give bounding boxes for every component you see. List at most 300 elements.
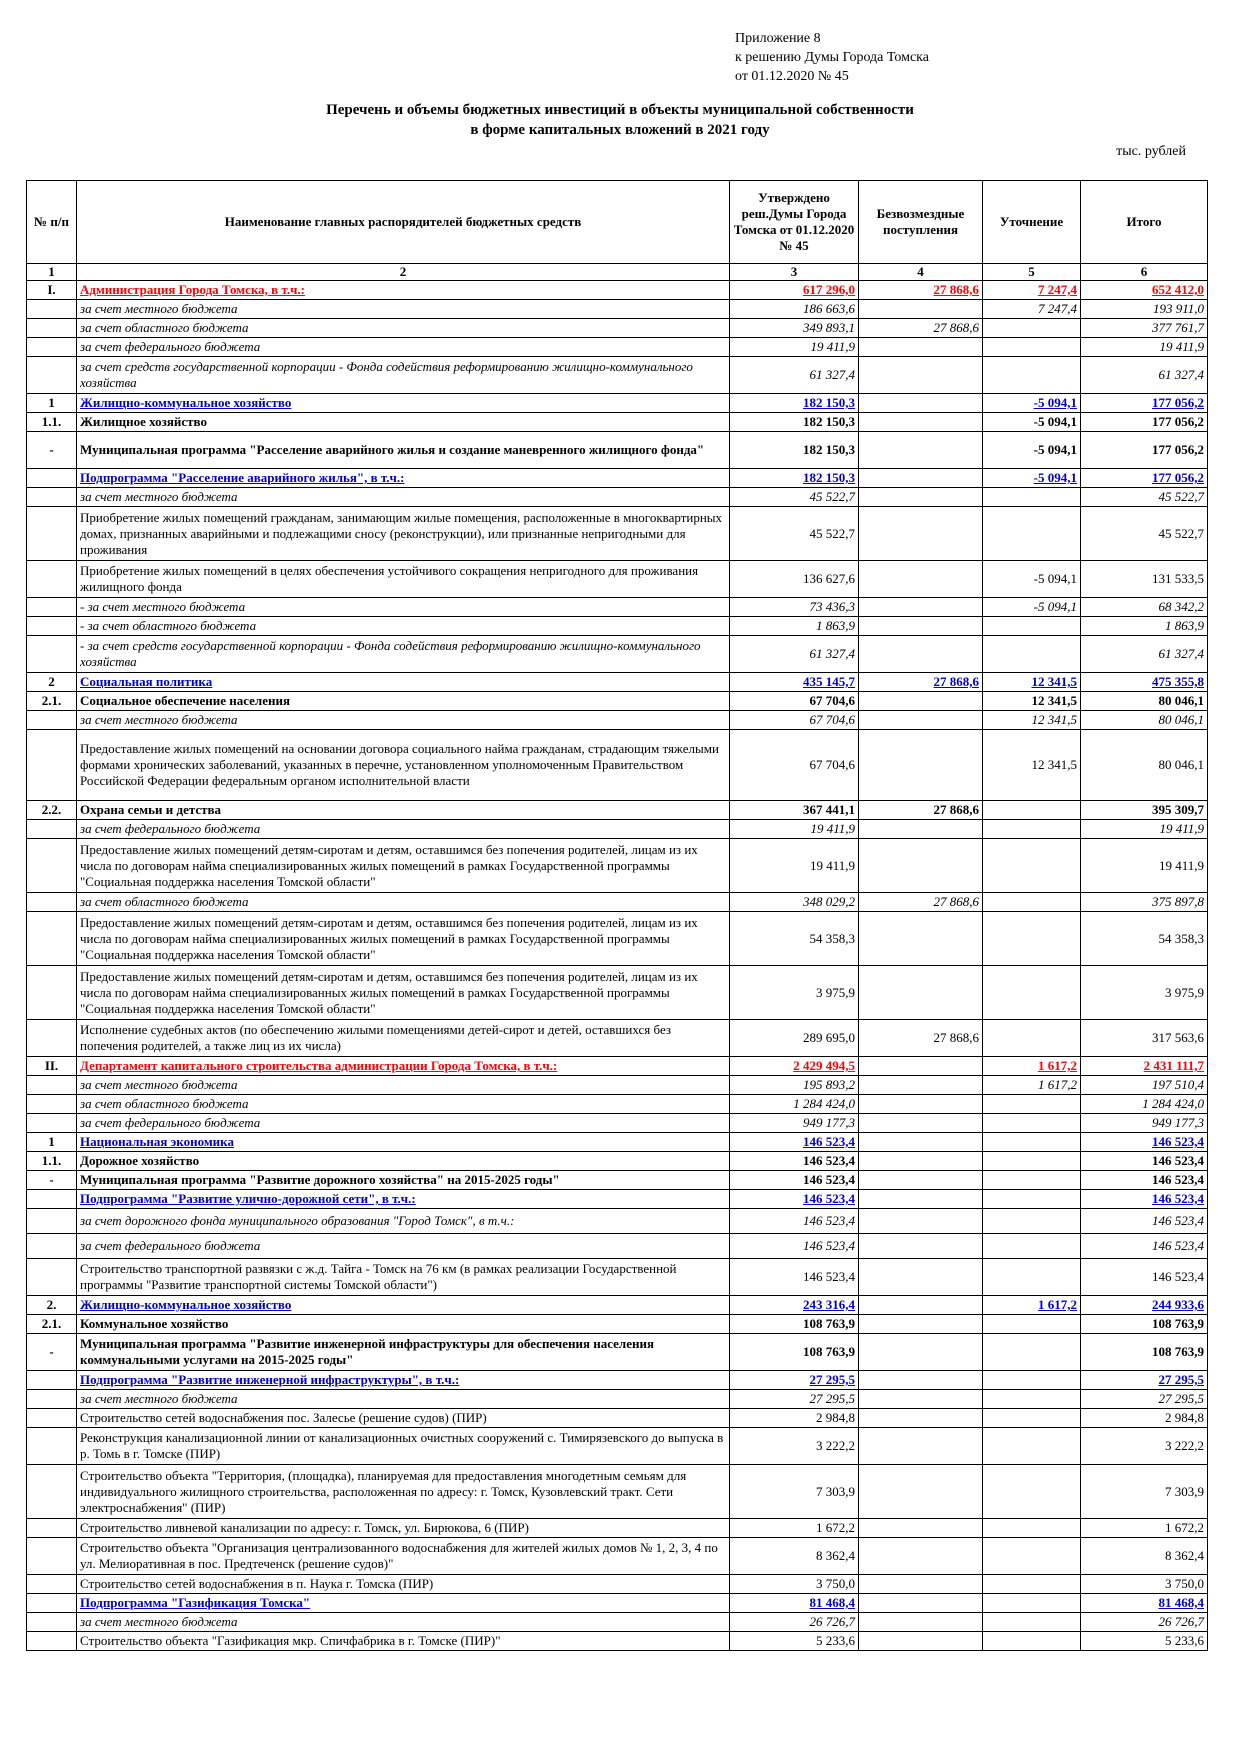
appendix-reference xyxy=(735,29,929,86)
adjustment-value-cell: 12 341,5 xyxy=(983,711,1081,730)
grants-value-cell xyxy=(859,1133,983,1152)
approved-value-cell: 67 704,6 xyxy=(730,730,859,801)
grants-value-cell xyxy=(859,394,983,413)
adjustment-value-cell xyxy=(983,1152,1081,1171)
grants-value-cell xyxy=(859,1409,983,1428)
total-value-cell: 2 431 111,7 xyxy=(1081,1057,1208,1076)
grants-value-cell xyxy=(859,1296,983,1315)
table-row xyxy=(27,469,1208,488)
row-name-cell: Жилищное хозяйство xyxy=(77,413,730,432)
approved-value-cell: 243 316,4 xyxy=(730,1296,859,1315)
row-number-cell: - xyxy=(27,1334,77,1371)
table-row xyxy=(27,1095,1208,1114)
table-row xyxy=(27,1209,1208,1234)
approved-value-cell: 136 627,6 xyxy=(730,561,859,598)
row-name-cell: Муниципальная программа "Расселение аварийного жилья и создание маневренного жилищного фонда" xyxy=(77,432,730,469)
approved-value-cell: 81 468,4 xyxy=(730,1594,859,1613)
row-name-cell: за счет дорожного фонда муниципального образования "Город Томск", в т.ч.: xyxy=(77,1209,730,1234)
approved-value-cell: 146 523,4 xyxy=(730,1209,859,1234)
row-number-cell xyxy=(27,730,77,801)
row-name-cell: Строительство объекта "Территория, (площадка), планируемая для предоставления многодетным семьям для индивидуального жилищного строительства, расположенная по адресу: г. Томск, Кузовлевский тракт. Сети электроснабжения" (ПИР) xyxy=(77,1465,730,1519)
units-label: тыс. рублей xyxy=(1116,144,1186,159)
grants-value-cell xyxy=(859,1334,983,1371)
grants-value-cell xyxy=(859,1190,983,1209)
adjustment-value-cell xyxy=(983,1095,1081,1114)
table-row xyxy=(27,820,1208,839)
total-value-cell: 81 468,4 xyxy=(1081,1594,1208,1613)
total-value-cell: 3 975,9 xyxy=(1081,966,1208,1020)
approved-value-cell: 27 295,5 xyxy=(730,1390,859,1409)
row-name-cell: Строительство объекта "Газификация мкр. Спичфабрика в г. Томске (ПИР)" xyxy=(77,1632,730,1651)
row-number-cell: 1.1. xyxy=(27,1152,77,1171)
total-value-cell: 45 522,7 xyxy=(1081,488,1208,507)
table-row xyxy=(27,1632,1208,1651)
grants-value-cell xyxy=(859,912,983,966)
grants-value-cell: 27 868,6 xyxy=(859,1020,983,1057)
col-header-number: № п/п xyxy=(27,181,77,264)
row-number-cell xyxy=(27,1594,77,1613)
row-name-cell: Жилищно-коммунальное хозяйство xyxy=(77,1296,730,1315)
row-number-cell xyxy=(27,839,77,893)
row-name-cell: Строительство сетей водоснабжения пос. Залесье (решение судов) (ПИР) xyxy=(77,1409,730,1428)
row-name-cell: Приобретение жилых помещений в целях обеспечения устойчивого сокращения непригодного для проживания жилищного фонда xyxy=(77,561,730,598)
grants-value-cell xyxy=(859,820,983,839)
row-name-cell: Предоставление жилых помещений детям-сиротам и детям, оставшимся без попечения родителей, лицам из их числа по договорам найма специализированных жилых помещений в рамках Государственной программы "Социальная поддержка населения Томской области" xyxy=(77,912,730,966)
row-name-cell: за счет средств государственной корпорации - Фонда содействия реформированию жилищно-коммунального хозяйства xyxy=(77,357,730,394)
adjustment-value-cell xyxy=(983,617,1081,636)
row-number-cell: - xyxy=(27,1171,77,1190)
row-name-cell: - за счет местного бюджета xyxy=(77,598,730,617)
row-number-cell xyxy=(27,561,77,598)
appendix-line-3: от 01.12.2020 № 45 xyxy=(735,69,849,84)
table-row xyxy=(27,1190,1208,1209)
grants-value-cell xyxy=(859,1259,983,1296)
row-name-cell: Администрация Города Томска, в т.ч.: xyxy=(77,281,730,300)
col-header-total: Итого xyxy=(1081,181,1208,264)
total-value-cell: 177 056,2 xyxy=(1081,469,1208,488)
table-row xyxy=(27,801,1208,820)
budget-table xyxy=(26,180,1208,1651)
table-row xyxy=(27,319,1208,338)
total-value-cell: 131 533,5 xyxy=(1081,561,1208,598)
row-number-cell xyxy=(27,1575,77,1594)
grants-value-cell xyxy=(859,1234,983,1259)
total-value-cell: 19 411,9 xyxy=(1081,820,1208,839)
row-name-cell: за счет федерального бюджета xyxy=(77,338,730,357)
total-value-cell: 80 046,1 xyxy=(1081,711,1208,730)
total-value-cell: 375 897,8 xyxy=(1081,893,1208,912)
table-row xyxy=(27,1519,1208,1538)
row-name-cell: Исполнение судебных актов (по обеспечению жилыми помещениями детей-сирот и детей, оставшихся без попечения родителей, а также лиц из их числа) xyxy=(77,1020,730,1057)
row-number-cell xyxy=(27,1390,77,1409)
grants-value-cell xyxy=(859,1519,983,1538)
grants-value-cell xyxy=(859,1095,983,1114)
row-number-cell xyxy=(27,711,77,730)
row-name-cell: Социальная политика xyxy=(77,673,730,692)
row-number-cell: - xyxy=(27,432,77,469)
adjustment-value-cell xyxy=(983,1371,1081,1390)
table-row xyxy=(27,1371,1208,1390)
approved-value-cell: 61 327,4 xyxy=(730,636,859,673)
grants-value-cell xyxy=(859,730,983,801)
approved-value-cell: 146 523,4 xyxy=(730,1171,859,1190)
approved-value-cell: 61 327,4 xyxy=(730,357,859,394)
total-value-cell: 80 046,1 xyxy=(1081,692,1208,711)
row-name-cell: Охрана семьи и детства xyxy=(77,801,730,820)
row-name-cell: Подпрограмма "Газификация Томска" xyxy=(77,1594,730,1613)
col-header-adjustment: Уточнение xyxy=(983,181,1081,264)
row-number-cell xyxy=(27,1020,77,1057)
table-row xyxy=(27,1390,1208,1409)
row-name-cell: Строительство ливневой канализации по адресу: г. Томск, ул. Бирюкова, 6 (ПИР) xyxy=(77,1519,730,1538)
grants-value-cell xyxy=(859,488,983,507)
table-row xyxy=(27,617,1208,636)
row-number-cell xyxy=(27,1076,77,1095)
row-name-cell: за счет федерального бюджета xyxy=(77,1114,730,1133)
grants-value-cell xyxy=(859,1632,983,1651)
table-row xyxy=(27,1152,1208,1171)
table-row xyxy=(27,839,1208,893)
total-value-cell: 8 362,4 xyxy=(1081,1538,1208,1575)
total-value-cell: 1 672,2 xyxy=(1081,1519,1208,1538)
row-name-cell: за счет областного бюджета xyxy=(77,319,730,338)
appendix-line-2: к решению Думы Города Томска xyxy=(735,50,929,65)
row-name-cell: за счет областного бюджета xyxy=(77,893,730,912)
row-name-cell: Национальная экономика xyxy=(77,1133,730,1152)
adjustment-value-cell xyxy=(983,1234,1081,1259)
row-number-cell xyxy=(27,1190,77,1209)
approved-value-cell: 7 303,9 xyxy=(730,1465,859,1519)
grants-value-cell xyxy=(859,469,983,488)
table-row xyxy=(27,394,1208,413)
total-value-cell: 193 911,0 xyxy=(1081,300,1208,319)
adjustment-value-cell xyxy=(983,1538,1081,1575)
title-line-2: в форме капитальных вложений в 2021 году xyxy=(470,122,770,138)
table-row xyxy=(27,300,1208,319)
adjustment-value-cell: -5 094,1 xyxy=(983,394,1081,413)
total-value-cell: 197 510,4 xyxy=(1081,1076,1208,1095)
row-name-cell: Строительство транспортной развязки с ж.д. Тайга - Томск на 76 км (в рамках реализации Государственной программы "Развитие транспортной системы Томской области") xyxy=(77,1259,730,1296)
adjustment-value-cell xyxy=(983,1409,1081,1428)
row-number-cell xyxy=(27,1114,77,1133)
total-value-cell: 177 056,2 xyxy=(1081,394,1208,413)
approved-value-cell: 146 523,4 xyxy=(730,1234,859,1259)
approved-value-cell: 195 893,2 xyxy=(730,1076,859,1095)
total-value-cell: 27 295,5 xyxy=(1081,1371,1208,1390)
row-name-cell: Жилищно-коммунальное хозяйство xyxy=(77,394,730,413)
table-row xyxy=(27,1114,1208,1133)
approved-value-cell: 3 222,2 xyxy=(730,1428,859,1465)
total-value-cell: 80 046,1 xyxy=(1081,730,1208,801)
adjustment-value-cell xyxy=(983,966,1081,1020)
approved-value-cell: 3 975,9 xyxy=(730,966,859,1020)
col-header-approved: Утверждено реш.Думы Города Томска от 01.12.2020 № 45 xyxy=(730,181,859,264)
row-name-cell: за счет местного бюджета xyxy=(77,300,730,319)
col-number-6: 6 xyxy=(1081,264,1208,281)
table-row xyxy=(27,488,1208,507)
col-number-1: 1 xyxy=(27,264,77,281)
total-value-cell: 3 750,0 xyxy=(1081,1575,1208,1594)
table-row xyxy=(27,1594,1208,1613)
row-number-cell xyxy=(27,1209,77,1234)
approved-value-cell: 348 029,2 xyxy=(730,893,859,912)
total-value-cell: 146 523,4 xyxy=(1081,1152,1208,1171)
row-number-cell xyxy=(27,617,77,636)
row-number-cell xyxy=(27,1538,77,1575)
total-value-cell: 61 327,4 xyxy=(1081,636,1208,673)
row-number-cell: II. xyxy=(27,1057,77,1076)
row-number-cell xyxy=(27,319,77,338)
approved-value-cell: 146 523,4 xyxy=(730,1133,859,1152)
grants-value-cell xyxy=(859,1613,983,1632)
total-value-cell: 1 284 424,0 xyxy=(1081,1095,1208,1114)
adjustment-value-cell xyxy=(983,1114,1081,1133)
total-value-cell: 177 056,2 xyxy=(1081,413,1208,432)
row-number-cell xyxy=(27,893,77,912)
approved-value-cell: 73 436,3 xyxy=(730,598,859,617)
row-number-cell xyxy=(27,338,77,357)
table-row xyxy=(27,893,1208,912)
approved-value-cell: 5 233,6 xyxy=(730,1632,859,1651)
total-value-cell: 68 342,2 xyxy=(1081,598,1208,617)
row-name-cell: за счет областного бюджета xyxy=(77,1095,730,1114)
table-row xyxy=(27,1234,1208,1259)
grants-value-cell xyxy=(859,1315,983,1334)
table-header-row xyxy=(27,181,1208,264)
row-name-cell: за счет местного бюджета xyxy=(77,1076,730,1095)
row-number-cell xyxy=(27,488,77,507)
row-number-cell xyxy=(27,1409,77,1428)
grants-value-cell xyxy=(859,432,983,469)
total-value-cell: 1 863,9 xyxy=(1081,617,1208,636)
grants-value-cell xyxy=(859,357,983,394)
adjustment-value-cell xyxy=(983,820,1081,839)
col-number-5: 5 xyxy=(983,264,1081,281)
adjustment-value-cell: -5 094,1 xyxy=(983,413,1081,432)
table-row xyxy=(27,1465,1208,1519)
table-row xyxy=(27,1334,1208,1371)
table-row xyxy=(27,1057,1208,1076)
col-number-4: 4 xyxy=(859,264,983,281)
adjustment-value-cell xyxy=(983,1519,1081,1538)
total-value-cell: 45 522,7 xyxy=(1081,507,1208,561)
adjustment-value-cell xyxy=(983,338,1081,357)
approved-value-cell: 182 150,3 xyxy=(730,394,859,413)
approved-value-cell: 1 284 424,0 xyxy=(730,1095,859,1114)
row-number-cell xyxy=(27,912,77,966)
row-name-cell: за счет местного бюджета xyxy=(77,1390,730,1409)
total-value-cell: 7 303,9 xyxy=(1081,1465,1208,1519)
total-value-cell: 5 233,6 xyxy=(1081,1632,1208,1651)
row-name-cell: за счет местного бюджета xyxy=(77,711,730,730)
approved-value-cell: 45 522,7 xyxy=(730,488,859,507)
approved-value-cell: 108 763,9 xyxy=(730,1334,859,1371)
adjustment-value-cell: 7 247,4 xyxy=(983,281,1081,300)
row-number-cell xyxy=(27,1095,77,1114)
table-row xyxy=(27,1076,1208,1095)
row-number-cell xyxy=(27,1632,77,1651)
table-row xyxy=(27,1575,1208,1594)
title-line-1: Перечень и объемы бюджетных инвестиций в объекты муниципальной собственности xyxy=(326,102,914,118)
row-name-cell: Предоставление жилых помещений детям-сиротам и детям, оставшимся без попечения родителей, лицам из их числа по договорам найма специализированных жилых помещений в рамках Государственной программы "Социальная поддержка населения Томской области" xyxy=(77,966,730,1020)
approved-value-cell: 367 441,1 xyxy=(730,801,859,820)
total-value-cell: 27 295,5 xyxy=(1081,1390,1208,1409)
grants-value-cell xyxy=(859,1057,983,1076)
row-number-cell xyxy=(27,966,77,1020)
row-number-cell: 1 xyxy=(27,1133,77,1152)
table-row xyxy=(27,966,1208,1020)
row-number-cell: I. xyxy=(27,281,77,300)
table-row xyxy=(27,338,1208,357)
table-row xyxy=(27,1296,1208,1315)
total-value-cell: 949 177,3 xyxy=(1081,1114,1208,1133)
approved-value-cell: 1 863,9 xyxy=(730,617,859,636)
row-number-cell xyxy=(27,598,77,617)
row-number-cell xyxy=(27,1259,77,1296)
row-number-cell xyxy=(27,1519,77,1538)
approved-value-cell: 349 893,1 xyxy=(730,319,859,338)
approved-value-cell: 1 672,2 xyxy=(730,1519,859,1538)
grants-value-cell xyxy=(859,1575,983,1594)
approved-value-cell: 67 704,6 xyxy=(730,711,859,730)
grants-value-cell xyxy=(859,839,983,893)
approved-value-cell: 146 523,4 xyxy=(730,1152,859,1171)
grants-value-cell xyxy=(859,1465,983,1519)
table-row xyxy=(27,1613,1208,1632)
total-value-cell: 108 763,9 xyxy=(1081,1334,1208,1371)
row-number-cell xyxy=(27,1234,77,1259)
grants-value-cell: 27 868,6 xyxy=(859,673,983,692)
table-row xyxy=(27,1020,1208,1057)
total-value-cell: 146 523,4 xyxy=(1081,1171,1208,1190)
grants-value-cell xyxy=(859,1076,983,1095)
total-value-cell: 146 523,4 xyxy=(1081,1259,1208,1296)
approved-value-cell: 949 177,3 xyxy=(730,1114,859,1133)
row-number-cell: 1.1. xyxy=(27,413,77,432)
table-row xyxy=(27,1409,1208,1428)
row-name-cell: - за счет средств государственной корпорации - Фонда содействия реформированию жилищно-коммунального хозяйства xyxy=(77,636,730,673)
row-number-cell xyxy=(27,300,77,319)
total-value-cell: 3 222,2 xyxy=(1081,1428,1208,1465)
total-value-cell: 2 984,8 xyxy=(1081,1409,1208,1428)
row-name-cell: за счет федерального бюджета xyxy=(77,1234,730,1259)
total-value-cell: 146 523,4 xyxy=(1081,1133,1208,1152)
adjustment-value-cell xyxy=(983,1190,1081,1209)
adjustment-value-cell: 1 617,2 xyxy=(983,1057,1081,1076)
approved-value-cell: 45 522,7 xyxy=(730,507,859,561)
row-number-cell: 2.1. xyxy=(27,1315,77,1334)
row-name-cell: Дорожное хозяйство xyxy=(77,1152,730,1171)
total-value-cell: 244 933,6 xyxy=(1081,1296,1208,1315)
col-header-name: Наименование главных распорядителей бюджетных средств xyxy=(77,181,730,264)
adjustment-value-cell xyxy=(983,1594,1081,1613)
approved-value-cell: 186 663,6 xyxy=(730,300,859,319)
table-row xyxy=(27,1538,1208,1575)
approved-value-cell: 182 150,3 xyxy=(730,413,859,432)
approved-value-cell: 2 984,8 xyxy=(730,1409,859,1428)
adjustment-value-cell: -5 094,1 xyxy=(983,469,1081,488)
row-name-cell: Подпрограмма "Расселение аварийного жилья", в т.ч.: xyxy=(77,469,730,488)
row-name-cell: Приобретение жилых помещений гражданам, занимающим жилые помещения, расположенные в многоквартирных домах, признанных аварийными и подлежащими сносу (реконструкции), или признанные непригодными для проживания xyxy=(77,507,730,561)
adjustment-value-cell: -5 094,1 xyxy=(983,432,1081,469)
table-row xyxy=(27,1259,1208,1296)
row-number-cell xyxy=(27,1428,77,1465)
approved-value-cell: 146 523,4 xyxy=(730,1190,859,1209)
total-value-cell: 377 761,7 xyxy=(1081,319,1208,338)
grants-value-cell xyxy=(859,617,983,636)
row-number-cell xyxy=(27,1613,77,1632)
approved-value-cell: 8 362,4 xyxy=(730,1538,859,1575)
adjustment-value-cell xyxy=(983,1575,1081,1594)
total-value-cell: 61 327,4 xyxy=(1081,357,1208,394)
adjustment-value-cell xyxy=(983,1020,1081,1057)
approved-value-cell: 2 429 494,5 xyxy=(730,1057,859,1076)
row-number-cell: 2.1. xyxy=(27,692,77,711)
total-value-cell: 26 726,7 xyxy=(1081,1613,1208,1632)
col-header-grants: Безвозмездные поступления xyxy=(859,181,983,264)
adjustment-value-cell xyxy=(983,1315,1081,1334)
total-value-cell: 19 411,9 xyxy=(1081,839,1208,893)
appendix-line-1: Приложение 8 xyxy=(735,31,821,46)
total-value-cell: 108 763,9 xyxy=(1081,1315,1208,1334)
total-value-cell: 146 523,4 xyxy=(1081,1234,1208,1259)
adjustment-value-cell xyxy=(983,1209,1081,1234)
adjustment-value-cell xyxy=(983,1390,1081,1409)
row-name-cell: за счет федерального бюджета xyxy=(77,820,730,839)
row-name-cell: Реконструкция канализационной линии от канализационных очистных сооружений с. Тимирязевского до выпуска в р. Томь в г. Томске (ПИР) xyxy=(77,1428,730,1465)
approved-value-cell: 182 150,3 xyxy=(730,432,859,469)
grants-value-cell xyxy=(859,338,983,357)
row-name-cell: Департамент капитального строительства администрации Города Томска, в т.ч.: xyxy=(77,1057,730,1076)
grants-value-cell xyxy=(859,711,983,730)
adjustment-value-cell xyxy=(983,1259,1081,1296)
approved-value-cell: 146 523,4 xyxy=(730,1259,859,1296)
row-number-cell xyxy=(27,820,77,839)
grants-value-cell xyxy=(859,300,983,319)
grants-value-cell: 27 868,6 xyxy=(859,893,983,912)
adjustment-value-cell xyxy=(983,1171,1081,1190)
row-number-cell xyxy=(27,507,77,561)
row-name-cell: за счет местного бюджета xyxy=(77,1613,730,1632)
adjustment-value-cell xyxy=(983,488,1081,507)
grants-value-cell xyxy=(859,1171,983,1190)
grants-value-cell xyxy=(859,1209,983,1234)
row-name-cell: Предоставление жилых помещений детям-сиротам и детям, оставшимся без попечения родителей, лицам из их числа по договорам найма специализированных жилых помещений в рамках Государственной программы "Социальная поддержка населения Томской области" xyxy=(77,839,730,893)
column-number-row xyxy=(27,264,1208,281)
adjustment-value-cell xyxy=(983,636,1081,673)
adjustment-value-cell xyxy=(983,912,1081,966)
row-number-cell xyxy=(27,357,77,394)
grants-value-cell xyxy=(859,1371,983,1390)
adjustment-value-cell xyxy=(983,507,1081,561)
grants-value-cell xyxy=(859,413,983,432)
row-number-cell xyxy=(27,1371,77,1390)
grants-value-cell xyxy=(859,636,983,673)
table-row xyxy=(27,432,1208,469)
grants-value-cell xyxy=(859,1594,983,1613)
total-value-cell: 177 056,2 xyxy=(1081,432,1208,469)
row-name-cell: Подпрограмма "Развитие улично-дорожной сети", в т.ч.: xyxy=(77,1190,730,1209)
table-row xyxy=(27,281,1208,300)
grants-value-cell: 27 868,6 xyxy=(859,319,983,338)
grants-value-cell xyxy=(859,598,983,617)
table-row xyxy=(27,730,1208,801)
adjustment-value-cell xyxy=(983,1613,1081,1632)
total-value-cell: 395 309,7 xyxy=(1081,801,1208,820)
row-number-cell: 2. xyxy=(27,1296,77,1315)
approved-value-cell: 182 150,3 xyxy=(730,469,859,488)
adjustment-value-cell xyxy=(983,1133,1081,1152)
